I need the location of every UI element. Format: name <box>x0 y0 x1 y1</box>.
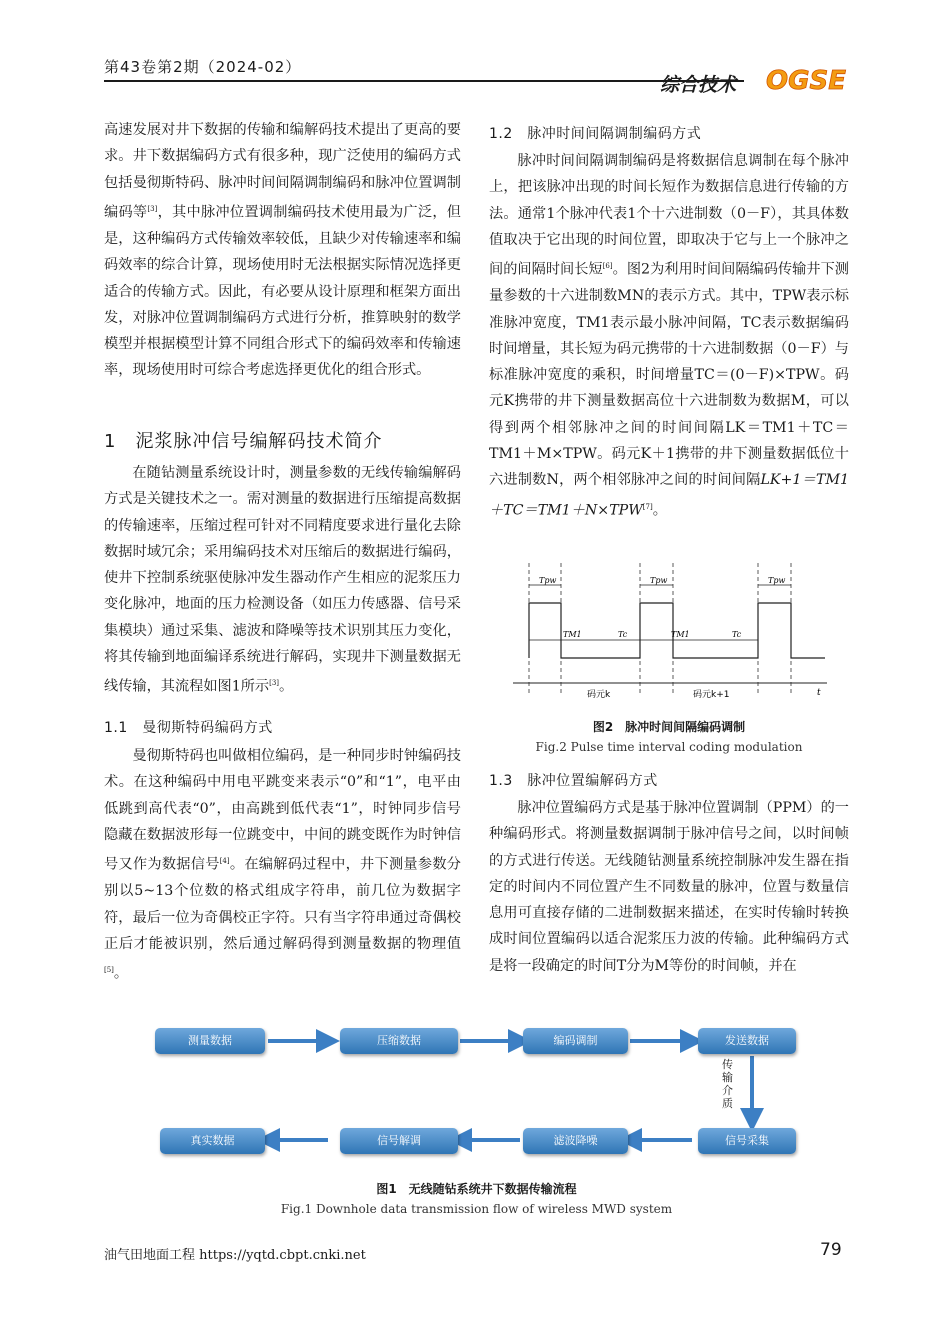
fig2-caption-en: Fig.2 Pulse time interval coding modulation <box>535 740 803 754</box>
flow-box-compress: 压缩数据 <box>340 1028 458 1054</box>
ogse-logo <box>760 62 852 98</box>
fig1-caption-en: Fig.1 Downhole data transmission flow of wireless MWD system <box>280 1202 673 1216</box>
logo-text: OGSE <box>766 66 846 96</box>
tm1-label-1: TM1 <box>563 630 582 639</box>
subsection-heading-1-3: 1.3 脉冲位置编解码方式 <box>489 773 658 789</box>
arrow-group <box>268 1041 752 1140</box>
flow-box-collect: 信号采集 <box>698 1128 796 1154</box>
fig2-caption-zh: 图2 脉冲时间间隔编码调制 <box>592 720 746 734</box>
paragraph: 曼彻斯特码也叫做相位编码，是一种同步时钟编码技术。在这种编码中用电平跳变来表示“0”和“1”，电平由低跳到高代表“0”，由高跳到低代表“1”，时钟同步信号隐藏在数据波形每一位跳变中，中间的跳变既作为时钟信号又作为数据信号[4]。在编解码过程中，井下测量参数分别以5~13个位数的格式组成字符串，前几位为数据字符，最后一位为奇偶校正字符。只有当字符串通过奇偶校正后才能被识别，然后通过解码得到测量数据的物理值[5]。 <box>104 748 461 982</box>
flow-box-decode: 信号解调 <box>340 1128 458 1154</box>
subsection-heading-1-1: 1.1 曼彻斯特码编码方式 <box>104 720 273 736</box>
subsection-heading-1-2: 1.2 脉冲时间间隔调制编码方式 <box>489 126 702 142</box>
paragraph: 脉冲时间间隔调制编码是将数据信息调制在每个脉冲上，把该脉冲出现的时间长短作为数据信息进行传输的方法。通常1个脉冲代表1个十六进制数（0－F），其具体数值取决于它出现的时间位置，即取决于它与上一个脉冲之间的间隔时间长短[6]。图2为利用时间间隔编码传输井下测量参数的十六进制数MN的表示方式。其中，TPW表示标准脉冲宽度，TM1表示最小脉冲间隔，TC表示数据编码时间增量，其长短为码元携带的十六进制数据（0－F）与标准脉冲宽度的乘积，时间增量TC＝(0－F)×TPW。码元K携带的井下测量数据高位十六进制数为数据M，可以得到两个相邻脉冲之间的时间间隔LK＝TM1＋TC＝TM1＋M×TPW。码元K＋1携带的井下测量数据低位十六进制数N，两个相邻脉冲之间的时间间隔LK+1＝TM1＋TC＝TM1＋N×TPW[7]。 <box>489 153 849 519</box>
flow-chart <box>150 1020 800 1170</box>
tm1-label-2: TM1 <box>671 630 690 639</box>
code-k1-label: 码元k+1 <box>693 690 730 700</box>
journal-issue: 第43卷第2期（2024-02） <box>104 58 302 76</box>
paragraph: 高速发展对井下数据的传输和编解码技术提出了更高的要求。井下数据编码方式有很多种，现广泛使用的编码方式包括曼彻斯特码、脉冲时间间隔调制编码和脉冲位置调制编码等[3]，其中脉冲位置调制编码技术使用最为广泛，但是，这种编码方式传输效率较低，且缺少对传输速率和编码效率的综合计算，现场使用时无法根据实际情况选择更适合的传输方式。因此，有必要从设计原理和框架方面出发，对脉冲位置调制编码方式进行分析，推算映射的数学模型并根据模型计算不同组合形式下的编码效率和传输速率，现场使用时可综合考虑选择更优化的组合形式。 <box>104 122 461 379</box>
paragraph: 脉冲位置编码方式是基于脉冲位置调制（PPM）的一种编码形式。将测量数据调制于脉冲信号之间，以时间帧的方式进行传送。无线随钻测量系统控制脉冲发生器在指定的时间内不同位置产生不同数量的脉冲，位置与数量信息用可直接存储的二进制数据来描述，在实时传输时转换成时间位置编码以适合泥浆压力波的传输。此种编码方式是将一段确定的时间T分为M等份的时间帧，并在 <box>489 800 849 974</box>
left-column <box>104 117 461 384</box>
flow-box-encode: 编码调制 <box>523 1028 628 1054</box>
pulse-timing-diagram <box>505 555 835 705</box>
paragraph: 在随钻测量系统设计时，测量参数的无线传输编解码方式是关键技术之一。需对测量的数据进行压缩提高数据的传输速率，压缩过程可针对不同精度要求进行量化去除数据时域冗余；采用编码技术对压缩后的数据进行编码，使井下控制系统驱使脉冲发生器动作产生相应的泥浆压力变化脉冲，地面的压力检测设备（如压力传感器、信号采集模块）通过采集、滤波和降噪等技术识别其压力变化，将其传输到地面编译系统进行解码，实现井下测量数据无线传输，其流程如图1所示[3]。 <box>104 465 461 696</box>
left-column-3 <box>104 743 461 987</box>
right-column-2 <box>489 795 849 979</box>
section-title: 综合技术 <box>660 74 737 96</box>
fig1-caption-zh: 图1 无线随钻系统井下数据传输流程 <box>376 1182 577 1196</box>
tc-label-1: Tc <box>618 630 628 639</box>
right-column <box>489 148 849 524</box>
medium-label: 传输介质 <box>722 1058 733 1110</box>
tpw-label-1: Tpw <box>539 576 557 585</box>
page-number: 79 <box>820 1240 842 1260</box>
header-rule <box>104 80 744 82</box>
time-label: t <box>817 688 821 698</box>
section-heading-1: 1 泥浆脉冲信号编解码技术简介 <box>104 431 383 452</box>
footer-journal: 油气田地面工程 https://yqtd.cbpt.cnki.net <box>104 1248 366 1263</box>
code-k-label: 码元k <box>587 690 611 700</box>
tc-label-2: Tc <box>732 630 742 639</box>
left-column-2 <box>104 460 461 700</box>
flow-box-real: 真实数据 <box>160 1128 265 1154</box>
tpw-label-2: Tpw <box>650 576 668 585</box>
flow-box-send: 发送数据 <box>698 1028 796 1054</box>
flow-box-filter: 滤波降噪 <box>523 1128 628 1154</box>
flow-box-measure: 测量数据 <box>155 1028 265 1054</box>
tpw-label-3: Tpw <box>768 576 786 585</box>
